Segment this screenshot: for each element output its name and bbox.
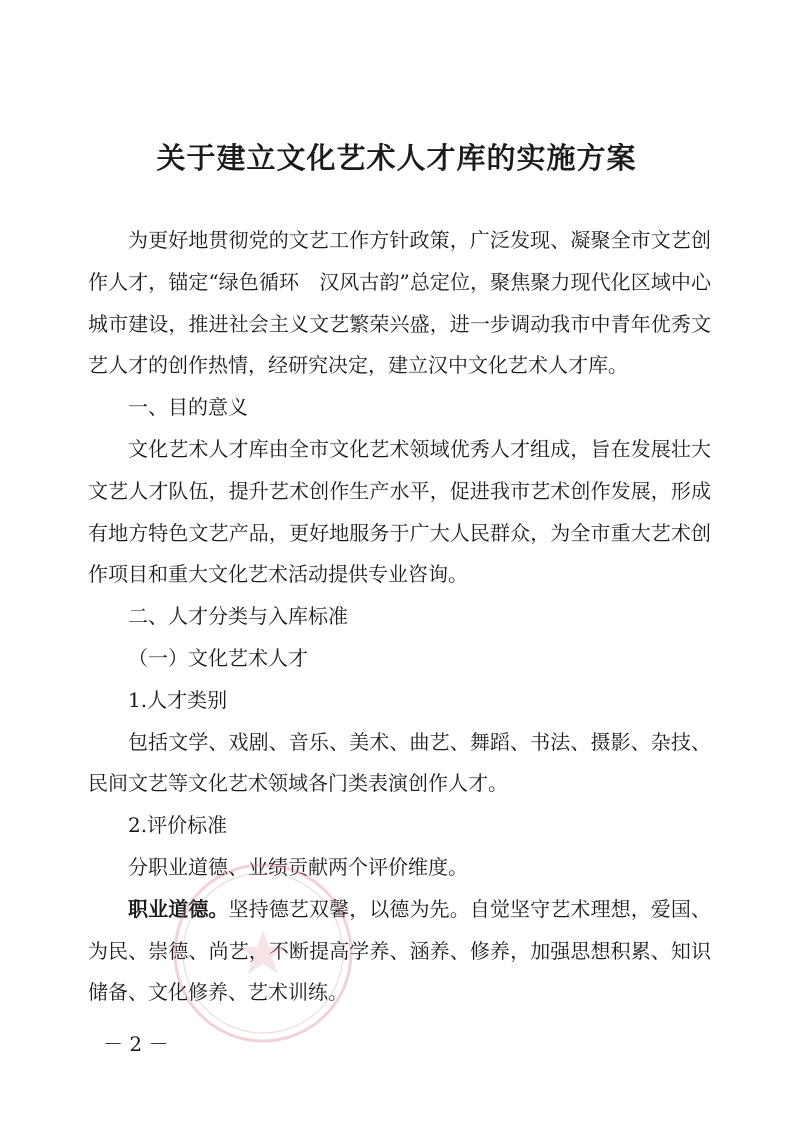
ethics-text: 坚持德艺双馨，以德为先。自觉坚守艺术理想，爱国、为民、崇德、尚艺，不断提高学养、涵养、修养，加强思想积累、知识储备、文化修养、艺术训练。 — [88, 896, 712, 1005]
criteria-paragraph: 分职业道德、业绩贡献两个评价维度。 — [128, 854, 468, 879]
ethics-paragraph — [88, 889, 711, 1014]
document-title: 关于建立文化艺术人才库的实施方案 — [156, 141, 637, 175]
document-body — [88, 220, 711, 1014]
ethics-lead: 职业道德。 — [128, 896, 229, 921]
categories-paragraph: 包括文学、戏剧、音乐、美术、曲艺、舞蹈、书法、摄影、杂技、民间文艺等文化艺术领域各门类表演创作人才。 — [88, 729, 711, 796]
section-heading-purpose: 一、目的意义 — [128, 395, 248, 420]
intro-paragraph: 为更好地贯彻党的文艺工作方针政策，广泛发现、凝聚全市文艺创作人才，锚定“绿色循环 汉风古韵”总定位，聚焦聚力现代化区域中心城市建设，推进社会主义文艺繁荣兴盛，进一步调动我市中青年优秀文艺人才的创作热情，经研究决定，建立汉中文化艺术人才库。 — [88, 228, 711, 378]
page-number: － 2 － — [103, 1032, 169, 1056]
subsection-heading-arts-talent: （一）文化艺术人才 — [128, 645, 308, 670]
section-heading-classification: 二、人才分类与入库标准 — [128, 604, 348, 629]
item-heading-talent-category: 1.人才类别 — [128, 687, 228, 712]
item-heading-evaluation-criteria: 2.评价标准 — [128, 813, 228, 838]
purpose-paragraph: 文化艺术人才库由全市文化艺术领域优秀人才组成，旨在发展壮大文艺人才队伍，提升艺术创作生产水平，促进我市艺术创作发展，形成有地方特色文艺产品，更好地服务于广大人民群众，为全市重大艺术创作项目和重大文化艺术活动提供专业咨询。 — [88, 436, 711, 587]
